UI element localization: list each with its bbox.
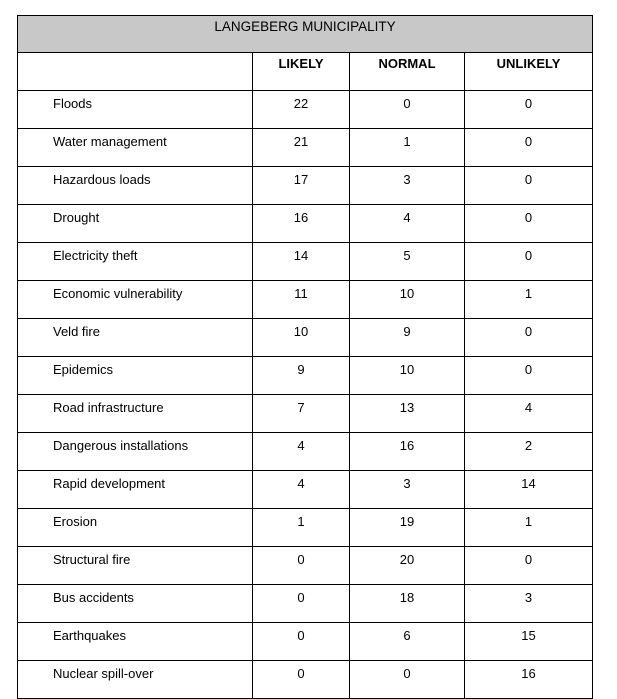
table-row: [18, 509, 593, 547]
table-row: [18, 91, 593, 129]
normal-count-cell: 1: [350, 129, 465, 167]
table-row: [18, 357, 593, 395]
normal-count-cell: 19: [350, 509, 465, 547]
risk-name-cell: Erosion: [18, 509, 253, 547]
risk-name-cell: Floods: [18, 91, 253, 129]
unlikely-count-cell: 14: [465, 471, 593, 509]
column-header-likely: LIKELY: [253, 53, 350, 91]
table-row: [18, 661, 593, 699]
unlikely-count-cell: 0: [465, 547, 593, 585]
likely-count-cell: 10: [253, 319, 350, 357]
table-row: [18, 547, 593, 585]
likely-count-cell: 0: [253, 585, 350, 623]
likely-count-cell: 14: [253, 243, 350, 281]
risk-name-cell: Rapid development: [18, 471, 253, 509]
likely-count-cell: 22: [253, 91, 350, 129]
column-header-risk: [18, 53, 253, 91]
risk-name-cell: Road infrastructure: [18, 395, 253, 433]
risk-name-cell: Dangerous installations: [18, 433, 253, 471]
risk-table: [17, 15, 593, 699]
risk-name-cell: Drought: [18, 205, 253, 243]
normal-count-cell: 16: [350, 433, 465, 471]
risk-name-cell: Electricity theft: [18, 243, 253, 281]
risk-name-cell: Hazardous loads: [18, 167, 253, 205]
likely-count-cell: 4: [253, 471, 350, 509]
likely-count-cell: 0: [253, 661, 350, 699]
unlikely-count-cell: 0: [465, 319, 593, 357]
normal-count-cell: 4: [350, 205, 465, 243]
normal-count-cell: 10: [350, 357, 465, 395]
risk-name-cell: Economic vulnerability: [18, 281, 253, 319]
table-row: [18, 281, 593, 319]
column-header-unlikely: UNLIKELY: [465, 53, 593, 91]
unlikely-count-cell: 1: [465, 281, 593, 319]
unlikely-count-cell: 1: [465, 509, 593, 547]
likely-count-cell: 16: [253, 205, 350, 243]
table-row: [18, 395, 593, 433]
unlikely-count-cell: 0: [465, 167, 593, 205]
table-body: [18, 91, 593, 699]
normal-count-cell: 20: [350, 547, 465, 585]
normal-count-cell: 3: [350, 167, 465, 205]
normal-count-cell: 3: [350, 471, 465, 509]
table-row: [18, 205, 593, 243]
normal-count-cell: 13: [350, 395, 465, 433]
unlikely-count-cell: 0: [465, 243, 593, 281]
table-row: [18, 243, 593, 281]
unlikely-count-cell: 4: [465, 395, 593, 433]
table-row: [18, 471, 593, 509]
unlikely-count-cell: 2: [465, 433, 593, 471]
risk-name-cell: Structural fire: [18, 547, 253, 585]
table-row: [18, 129, 593, 167]
unlikely-count-cell: 0: [465, 357, 593, 395]
table-row: [18, 585, 593, 623]
unlikely-count-cell: 0: [465, 91, 593, 129]
risk-name-cell: Bus accidents: [18, 585, 253, 623]
table-row: [18, 167, 593, 205]
table-header-row: [18, 53, 593, 91]
normal-count-cell: 18: [350, 585, 465, 623]
unlikely-count-cell: 0: [465, 129, 593, 167]
likely-count-cell: 17: [253, 167, 350, 205]
unlikely-count-cell: 16: [465, 661, 593, 699]
likely-count-cell: 7: [253, 395, 350, 433]
normal-count-cell: 9: [350, 319, 465, 357]
risk-name-cell: Nuclear spill-over: [18, 661, 253, 699]
likely-count-cell: 0: [253, 623, 350, 661]
table-row: [18, 433, 593, 471]
normal-count-cell: 10: [350, 281, 465, 319]
normal-count-cell: 6: [350, 623, 465, 661]
likely-count-cell: 4: [253, 433, 350, 471]
likely-count-cell: 1: [253, 509, 350, 547]
likely-count-cell: 0: [253, 547, 350, 585]
table-title: LANGEBERG MUNICIPALITY: [18, 16, 593, 53]
likely-count-cell: 21: [253, 129, 350, 167]
risk-name-cell: Water management: [18, 129, 253, 167]
table-row: [18, 623, 593, 661]
table-row: [18, 319, 593, 357]
column-header-normal: NORMAL: [350, 53, 465, 91]
normal-count-cell: 0: [350, 91, 465, 129]
unlikely-count-cell: 15: [465, 623, 593, 661]
risk-name-cell: Epidemics: [18, 357, 253, 395]
normal-count-cell: 5: [350, 243, 465, 281]
table-title-row: [18, 16, 593, 53]
unlikely-count-cell: 0: [465, 205, 593, 243]
risk-name-cell: Veld fire: [18, 319, 253, 357]
likely-count-cell: 11: [253, 281, 350, 319]
normal-count-cell: 0: [350, 661, 465, 699]
risk-name-cell: Earthquakes: [18, 623, 253, 661]
likely-count-cell: 9: [253, 357, 350, 395]
unlikely-count-cell: 3: [465, 585, 593, 623]
